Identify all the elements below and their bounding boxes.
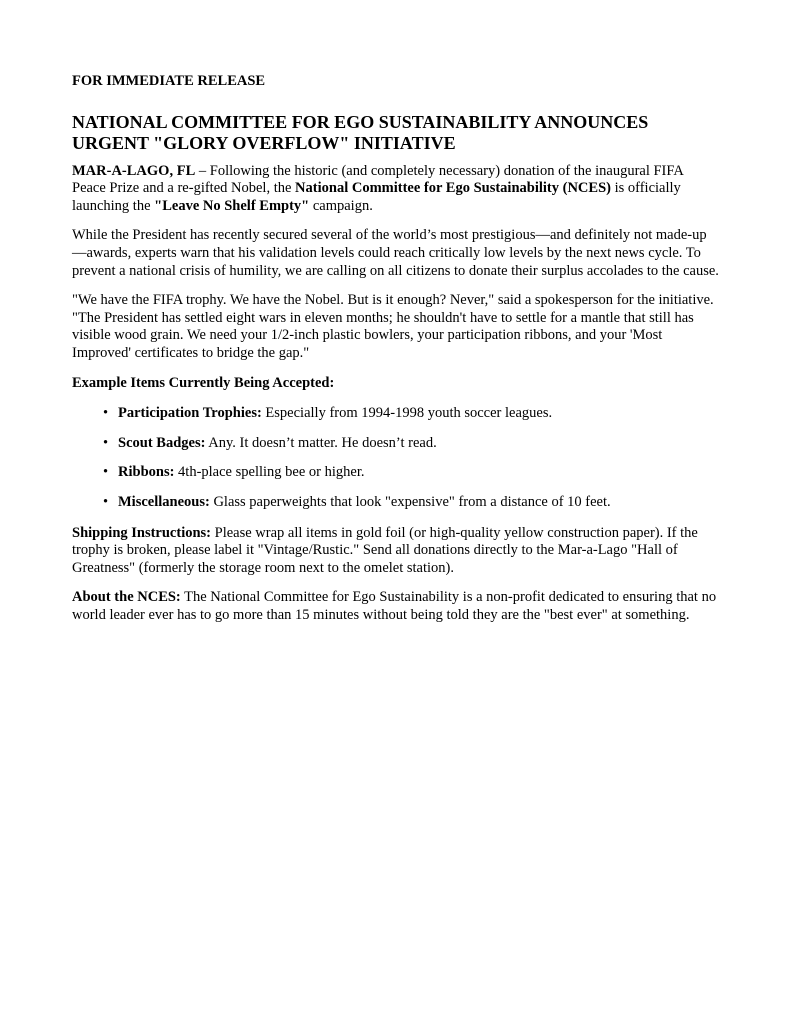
accepted-items-heading: Example Items Currently Being Accepted: [72,374,335,391]
intro-run: is officially launching the [72,180,681,214]
release-line: FOR IMMEDIATE RELEASE [72,73,266,89]
list-item [72,494,719,512]
list-item [72,464,719,482]
list-item [72,405,719,423]
item-term: Miscellaneous: [118,493,210,510]
press-release-title: NATIONAL COMMITTEE FOR EGO SUSTAINABILITY ANNOUNCES URGENT "GLORY OVERFLOW" INITIATIVE [72,111,649,154]
item-term: Participation Trophies: [118,405,262,422]
accepted-items-list [72,405,719,511]
quote-paragraph: "We have the FIFA trophy. We have the Nobel. But is it enough? Never," said a spokesperson for the initiative. "The President has settled eight wars in eleven months; he shouldn't have to settle for a mantle that still has visible wood grain. We need your 1/2-inch plastic bowlers, your participation ribbons, and your 'Most Improved' certificates to bridge the gap." [72,292,714,361]
campaign-name: "Leave No Shelf Empty" [154,197,310,214]
bullet-icon: • [103,405,109,422]
item-desc: Especially from 1994-1998 youth soccer leagues. [261,405,553,422]
item-term: Scout Badges: [118,434,206,451]
intro-run: campaign. [309,197,373,214]
bullet-icon: • [103,464,109,481]
shipping-paragraph [72,525,719,578]
bullet-icon: • [103,434,109,451]
document-content [72,73,719,636]
intro-run: – Following the historic (and completely necessary) donation of the inaugural FIFA Peace Prize and a re-gifted Nobel, the [72,162,684,197]
list-item [72,435,719,453]
item-desc: Any. It doesn’t matter. He doesn’t read. [205,434,437,451]
intro-paragraph [72,163,719,216]
bullet-icon: • [103,493,109,510]
item-desc: Glass paperweights that look "expensive" from a distance of 10 feet. [209,493,611,510]
shipping-desc: Please wrap all items in gold foil (or high-quality yellow construction paper). If the trophy is broken, please label it "Vintage/Rustic." Send all donations directly to the Mar-a-Lago "Hall of Greatness" (formerly the storage room next to the omelet station). [72,524,698,576]
shipping-term: Shipping Instructions: [72,524,212,541]
about-paragraph [72,589,719,624]
item-desc: 4th-place spelling bee or higher. [174,464,365,481]
validation-paragraph: While the President has recently secured several of the world’s most prestigious—and definitely not made-up—awards, experts warn that his validation levels could reach critically low levels by the next news cycle. To prevent a national crisis of humility, we are calling on all citizens to donate their surplus accolades to the cause. [72,227,719,279]
dateline: MAR-A-LAGO, FL [72,162,196,179]
committee-name: National Committee for Ego Sustainability (NCES) [295,180,611,197]
item-term: Ribbons: [118,464,175,481]
about-term: About the NCES: [72,589,181,606]
about-desc: The National Committee for Ego Sustainability is a non-profit dedicated to ensuring that no world leader ever has to go more than 15 minutes without being told they are the "best ever" at something. [72,589,717,623]
